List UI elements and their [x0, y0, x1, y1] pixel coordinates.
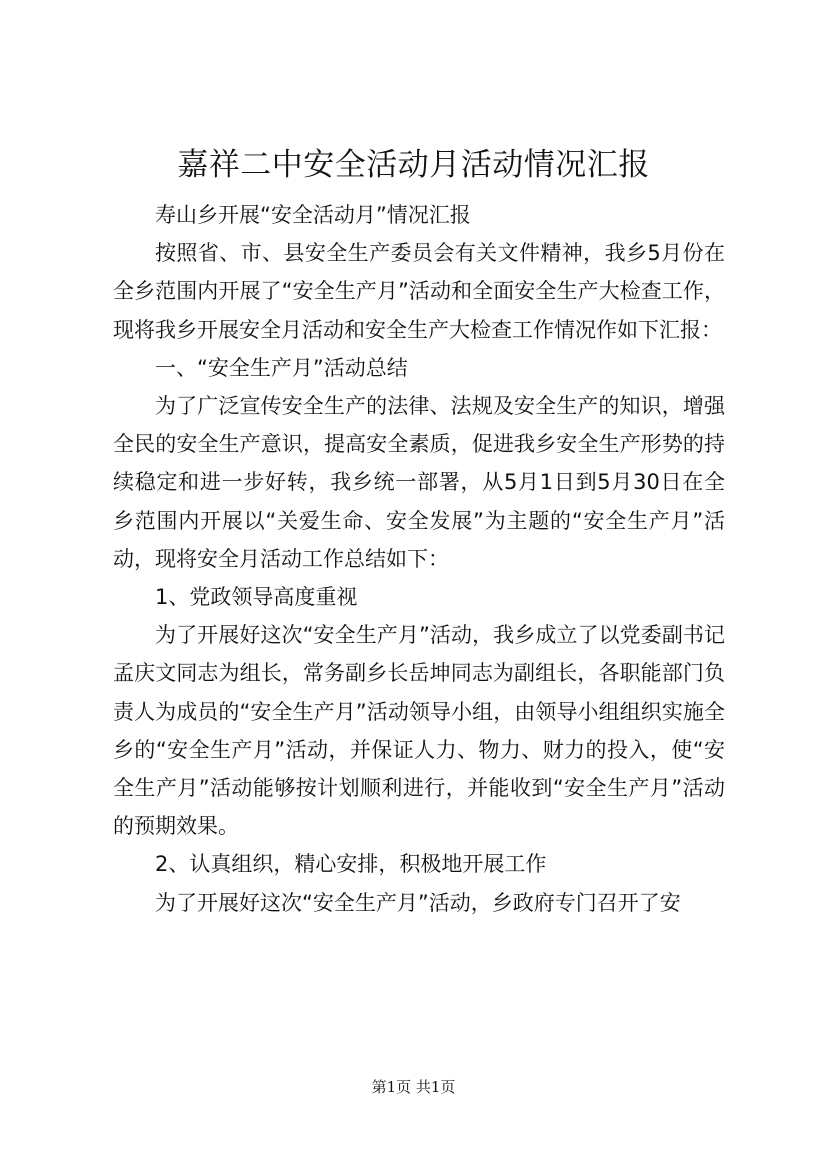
subsection-heading-2: 2、认真组织，精心安排，积极地开展工作	[155, 852, 547, 877]
subtitle-paragraph: 寿山乡开展“安全活动月”情况汇报	[155, 203, 471, 227]
intro-paragraph: 按照省、市、县安全生产委员会有关文件精神，我乡5月份在全乡范围内开展了“安全生产月”活动和全面安全生产大检查工作，现将我乡开展安全月活动和安全生产大检查工作情况作如下汇报：	[113, 241, 725, 342]
document-title: 嘉祥二中安全活动月活动情况汇报	[177, 147, 650, 183]
subsection-heading-1: 1、党政领导高度重视	[155, 585, 358, 610]
body-paragraph: 为了开展好这次“安全生产月”活动，我乡成立了以党委副书记孟庆文同志为组长，常务副乡长岳坤同志为副组长，各职能部门负责人为成员的“安全生产月”活动领导小组，由领导小组组织实施全乡的“安全生产月”活动，并保证人力、物力、财力的投入，使“安全生产月”活动能够按计划顺利进行，并能收到“安全生产月”活动的预期效果。	[113, 623, 725, 839]
document-body	[113, 196, 725, 922]
body-paragraph: 为了广泛宣传安全生产的法律、法规及安全生产的知识，增强全民的安全生产意识，提高安全素质，促进我乡安全生产形势的持续稳定和进一步好转，我乡统一部署，从5月1日到5月30日在全乡范围内开展以“关爱生命、安全发展”为主题的“安全生产月”活动，现将安全月活动工作总结如下：	[113, 394, 725, 571]
page-number-footer: 第1页 共1页	[371, 1078, 456, 1096]
body-paragraph: 为了开展好这次“安全生产月”活动，乡政府专门召开了安	[155, 890, 681, 915]
section-heading-1: 一、“安全生产月”活动总结	[155, 355, 408, 380]
